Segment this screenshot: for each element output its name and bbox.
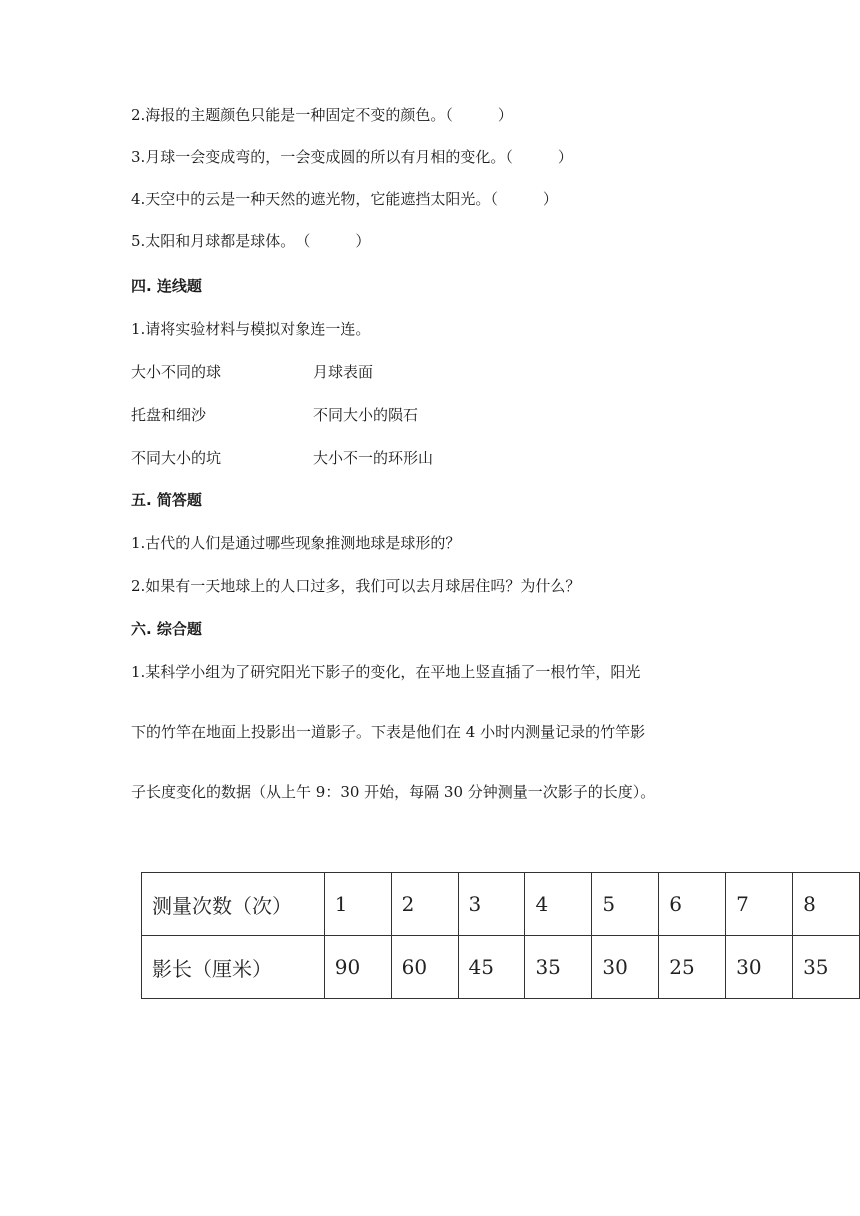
table-cell: 30 — [592, 936, 659, 999]
table-cell: 6 — [659, 873, 726, 936]
table-cell: 35 — [525, 936, 592, 999]
table-row-measurement-count — [142, 873, 860, 936]
table-cell: 1 — [324, 873, 391, 936]
short-answer-item-2: 2.如果有一天地球上的人口过多，我们可以去月球居住吗？为什么？ — [131, 577, 581, 595]
judgement-item-5: 5.太阳和月球都是球体。 （ ） — [131, 232, 371, 250]
matching-right-item-1: 月球表面 — [313, 363, 374, 381]
matching-question: 1.请将实验材料与模拟对象连一连。 — [131, 320, 371, 338]
table-cell: 8 — [793, 873, 860, 936]
comprehensive-paragraph-line-1: 1.某科学小组为了研究阳光下影子的变化，在平地上竖直插了一根竹竿，阳光 — [131, 663, 641, 681]
section-heading-matching: 四. 连线题 — [131, 277, 202, 295]
table-row-label: 影长（厘米） — [142, 936, 325, 999]
matching-right-item-2: 不同大小的陨石 — [313, 406, 419, 424]
matching-right-item-3: 大小不一的环形山 — [313, 449, 434, 467]
section-heading-comprehensive: 六. 综合题 — [131, 620, 202, 638]
table-cell: 60 — [391, 936, 458, 999]
table-row-label: 测量次数（次） — [142, 873, 325, 936]
judgement-item-4: 4.天空中的云是一种天然的遮光物，它能遮挡太阳光。（ ） — [131, 190, 558, 208]
short-answer-item-1: 1.古代的人们是通过哪些现象推测地球是球形的？ — [131, 534, 461, 552]
matching-left-item-1: 大小不同的球 — [131, 363, 222, 381]
matching-left-item-3: 不同大小的坑 — [131, 449, 222, 467]
judgement-item-3: 3.月球一会变成弯的，一会变成圆的所以有月相的变化。（ ） — [131, 148, 573, 166]
table-cell: 90 — [324, 936, 391, 999]
table-cell: 30 — [726, 936, 793, 999]
table-cell: 3 — [458, 873, 525, 936]
matching-left-item-2: 托盘和细沙 — [131, 406, 207, 424]
table-cell: 4 — [525, 873, 592, 936]
table-row-shadow-length — [142, 936, 860, 999]
table-cell: 25 — [659, 936, 726, 999]
table-cell: 7 — [726, 873, 793, 936]
table-cell: 5 — [592, 873, 659, 936]
table-cell: 35 — [793, 936, 860, 999]
section-heading-short-answer: 五. 简答题 — [131, 491, 202, 509]
table-cell: 2 — [391, 873, 458, 936]
table-cell: 45 — [458, 936, 525, 999]
comprehensive-paragraph-line-3: 子长度变化的数据（从上午 9：30 开始，每隔 30 分钟测量一次影子的长度）。 — [131, 783, 656, 801]
shadow-length-table — [141, 872, 860, 999]
judgement-item-2: 2.海报的主题颜色只能是一种固定不变的颜色。（ ） — [131, 106, 513, 124]
comprehensive-paragraph-line-2: 下的竹竿在地面上投影出一道影子。下表是他们在 4 小时内测量记录的竹竿影 — [131, 723, 646, 741]
